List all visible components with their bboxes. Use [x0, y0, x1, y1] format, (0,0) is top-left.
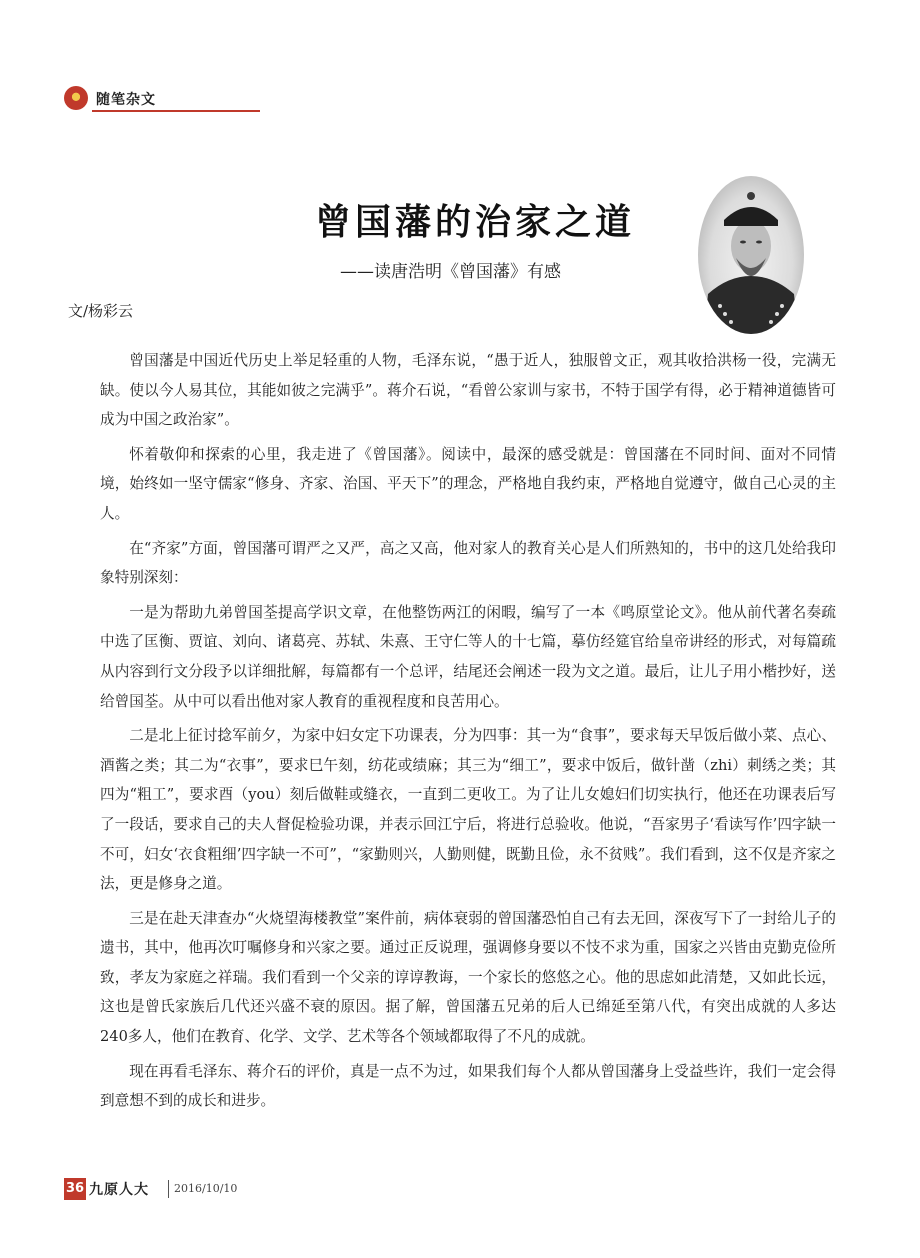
- article-title: 曾国藩的治家之道: [314, 202, 635, 243]
- portrait-illustration: [698, 176, 804, 334]
- paragraph: 怀着敬仰和探索的心里，我走进了《曾国藩》。阅读中，最深的感受就是：曾国藩在不同时间、面对不同情境，始终如一坚守儒家“修身、齐家、治国、平天下”的理念，严格地自我约束，严格地自觉遵守，做自己心灵的主人。: [100, 445, 836, 522]
- magazine-name: 九原人大: [89, 1182, 149, 1198]
- paragraph: 在“齐家”方面，曾国藩可谓严之又严，高之又高，他对家人的教育关心是人们所熟知的，书中的这几处给我印象特别深刻：: [100, 539, 836, 587]
- page-footer: [64, 1178, 264, 1202]
- paragraph: 曾国藩是中国近代历史上举足轻重的人物，毛泽东说，“愚于近人，独服曾文正，观其收拾洪杨一役，完满无缺。使以今人易其位，其能如彼之完满乎”。蒋介石说，“看曾公家训与家书，不特于国学有得，必于精神道德皆可成为中国之政治家”。: [100, 352, 836, 429]
- paragraph: 现在再看毛泽东、蒋介石的评价，真是一点不为过，如果我们每个人都从曾国藩身上受益些许，我们一定会得到意想不到的成长和进步。: [100, 1062, 836, 1110]
- header-rule: [92, 110, 260, 112]
- article-body: [100, 346, 836, 1121]
- paragraph: 三是在赴天津查办“火烧望海楼教堂”案件前，病体衰弱的曾国藩恐怕自己有去无回，深夜写下了一封给儿子的遗书，其中，他再次叮嘱修身和兴家之要。通过正反说理，强调修身要以不忮不求为重，国家之兴皆由克勤克俭所致，孝友为家庭之祥瑞。我们看到一个父亲的谆谆教诲，一个家长的悠悠之心。他的思虑如此清楚，又如此长远，这也是曾氏家族后几代还兴盛不衰的原因。据了解，曾国藩五兄弟的后人已绵延至第八代，有突出成就的人多达240多人，他们在教育、化学、文学、艺术等各个领域都取得了不凡的成就。: [100, 909, 836, 1046]
- section-header: [64, 86, 196, 112]
- portrait-image: [698, 176, 804, 334]
- issue-date: 2016/10/10: [174, 1182, 238, 1195]
- national-emblem-icon: [64, 86, 88, 110]
- article-author: 文/杨彩云: [68, 302, 134, 320]
- paragraph: 二是北上征讨捻军前夕，为家中妇女定下功课表，分为四事：其一为“食事”，要求每天早饭后做小菜、点心、酒酱之类；其二为“衣事”，要求巳午刻，纺花或绩麻；其三为“细工”，要求中饭后，做针凿（zhi）刺绣之类；其四为“粗工”，要求酉（you）刻后做鞋或缝衣，一直到二更收工。为了让儿女媳妇们切实执行，他还在功课表后写了一段话，要求自己的夫人督促检验功课，并表示回江宁后，将进行总验收。他说，“吾家男子‘看读写作’四字缺一不可，妇女‘衣食粗细’四字缺一不可”，“家勤则兴，人勤则健，既勤且俭，永不贫贱”。我们看到，这不仅是齐家之法，更是修身之道。: [100, 727, 836, 893]
- paragraph: 一是为帮助九弟曾国荃提高学识文章，在他整饬两江的闲暇，编写了一本《鸣原堂论文》。他从前代著名奏疏中选了匡衡、贾谊、刘向、诸葛亮、苏轼、朱熹、王守仁等人的十七篇，摹仿经筵官给皇帝讲经的形式，对每篇疏从内容到行文分段予以详细批解，每篇都有一个总评，结尾还会阐述一段为文之道。最后，让儿子用小楷抄好，送给曾国荃。从中可以看出他对家人教育的重视程度和良苦用心。: [100, 603, 836, 710]
- footer-divider: [168, 1180, 169, 1198]
- section-label: 随笔杂文: [96, 92, 156, 108]
- page-number: 36: [64, 1178, 86, 1200]
- article-subtitle: ——读唐浩明《曾国藩》有感: [340, 262, 561, 282]
